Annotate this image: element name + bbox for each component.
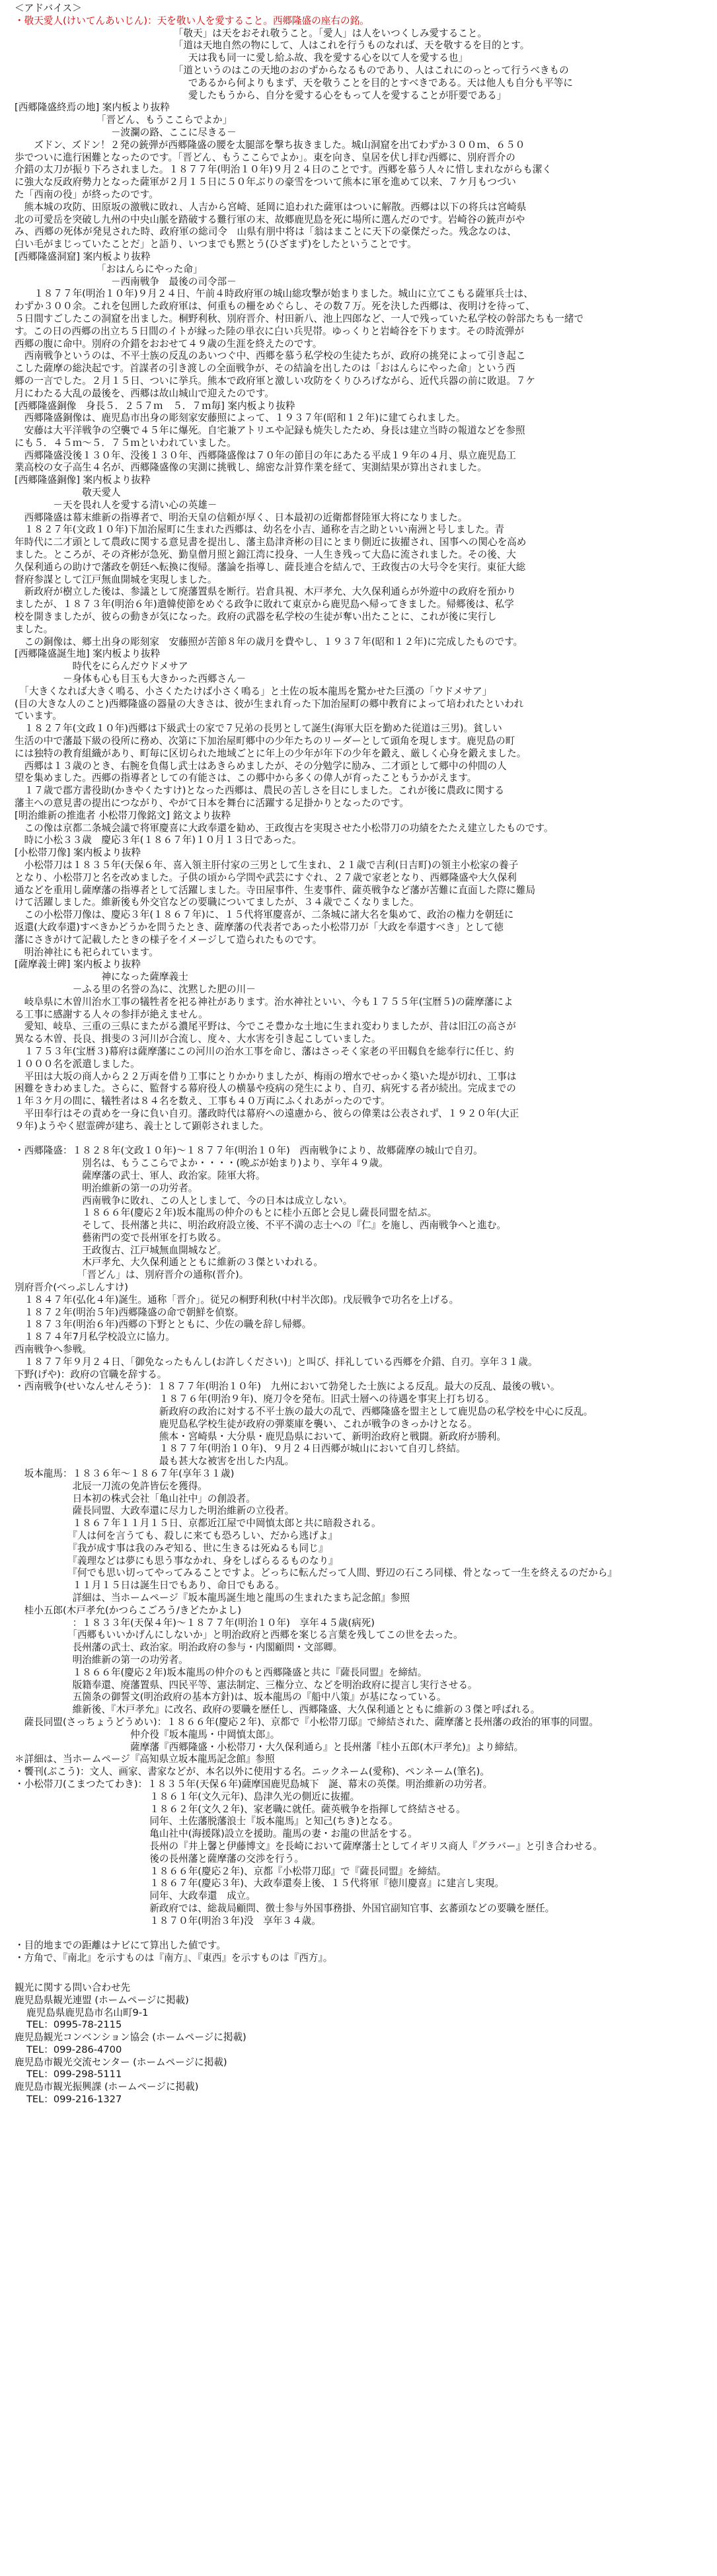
text-line: ズドン、ズドン！２発の銃弾が西郷隆盛の腰を太腿部を撃ち抜きました。城山洞窟を出てわずか３００ｍ、６５０ xyxy=(15,139,525,151)
text-line: 愛知、岐阜、三重の三県にまたがる濃尾平野は、今でこそ豊かな土地に生まれ変わりましたが、昔は旧江の高さが xyxy=(15,1021,516,1033)
text-line: １８２７年(文政１０年)下加治屋町に生まれた西郷は、幼名を小吉、通称を吉之助といい南洲と号しました。青 xyxy=(15,524,505,536)
text-line: 歩でついに進行困難となったのです。「晋どん、もうここらでよか」。東を向き、皇居を伏し拝む西郷に、別府晋介の xyxy=(15,151,515,163)
text-line: 月にわたる大乱の最後を、西郷は故山城山で迎えたのです。 xyxy=(15,387,274,399)
text-line: 通などを重用し薩摩藩の指導者として活躍しました。寺田屋事件、生麦事件、薩英戦争など藩が苦難に直面した際に難局 xyxy=(15,884,536,896)
text-line: １８２７年(文政１０年)西郷は下級武士の家で７兄弟の長男として誕生(海軍大臣を勤めた従道は三男)。貧しい xyxy=(15,723,502,735)
text-line: 最も甚大な被害を出した内乱。 xyxy=(15,1455,295,1467)
text-line: 桂小五郎(木戸孝允(かつらこごろう/きどたかよし) xyxy=(15,1604,242,1616)
text-line: ：１８３３年(天保４年)～１８７７年(明治１０年) 享年４５歳(病死) xyxy=(15,1617,375,1629)
text-line: [明治維新の推進者 小松帯刀像銘文] 銘文より抜粋 xyxy=(15,809,231,821)
text-line: [西郷隆盛洞窟] 案内板より抜粋 xyxy=(15,250,151,262)
text-line: 西郷隆盛没後１３０年、没後１３０年、西郷隆盛像は７０年の節目の年にあたる平成１９年の４月、県立鹿児島工 xyxy=(15,449,516,461)
text-line: る工事に感謝する人々の参拝が絶えません。 xyxy=(15,1008,208,1020)
advice-title: ＜アドバイス＞ xyxy=(15,3,82,14)
text-line: ＊詳細は、当ホームページ『高知県立坂本龍馬記念館』参照 xyxy=(15,1753,275,1765)
text-line: 「道というのはこの天地のおのずからなるものであり、人はこれにのっとって行うべきもの xyxy=(15,64,569,76)
text-line: １８７６年(明治９年)、廃刀令を発布。旧武士層への待遇を事実上打ち切る。 xyxy=(15,1393,495,1405)
text-line: 鹿児島私学校生徒が政府の弾薬庫を襲い、これが戦争のきっかけとなる。 xyxy=(15,1418,478,1430)
text-line: 『何でも思い切ってやってみることですよ。どっちに転んだって人間、野辺の石ころ同様、骨となって一生を終えるのだから』 xyxy=(15,1567,617,1579)
text-line: １８６６年(慶応２年)、京都『小松帯刀邸』で『薩長同盟』を締結。 xyxy=(15,1865,447,1877)
text-line: に強大な反政府勢力となった薩軍が２月１５日に５０年ぶりの豪雪をついて熊本に軍を進めて以来、７ケ月もつづい xyxy=(15,176,516,188)
text-line: す。この日の西郷の出立ち５日間のイトが縁った陸の単衣に白い兵児帯。ゆっくりと岩崎谷を下ります。その時流弾が xyxy=(15,325,524,337)
text-line: ました。 xyxy=(15,623,54,635)
contact-title: 観光に関する問い合わせ先 xyxy=(15,1981,131,1993)
text-line: 「西郷もいいかげんにしないか」と明治政府と西郷を案じる言葉を残してこの世を去った。 xyxy=(15,1629,463,1641)
text-line xyxy=(15,1133,702,1146)
text-line: 時代をにらんだウドメサア xyxy=(15,661,188,673)
text-line: 北の可愛岳を突破し九州の中央山脈を踏破する難行軍の末、故郷鹿児島を死に場所に選んだのです。岩崎谷の銃声がや xyxy=(15,213,525,225)
text-line: １８７７年(明治１０年)９月２４日、午前４時政府軍の城山総攻撃が始まりました。城山に立てこもる薩軍兵士は、 xyxy=(15,288,533,300)
text-line: 『人は何を言うても、殺しに来ても恐ろしい、だから逃げよ』 xyxy=(15,1530,338,1542)
text-line: 薩長同盟(さっちょうどうめい)：１８６６年(慶応２年)、京都で『小松帯刀邸』で締結された、薩摩藩と長州藩の政治的軍事的同盟。 xyxy=(15,1716,599,1728)
text-line: 督府参謀として江戸無血開城を実現しました。 xyxy=(15,573,217,585)
text-line: 熊本城の攻防、田原坂の激戦に敗れ、人吉から宮崎、延岡に追われた薩軍はついに解散。西郷は以下の将兵は宮崎県 xyxy=(15,201,527,213)
text-line: ましたが、１８７３年(明治６年)遣韓使節をめぐる政争に敗れて東京から鹿児島へ帰ってきました。帰郷後は、私学 xyxy=(15,599,514,610)
text-line: 異なる木曽、長良、揖斐の３河川が合流し、度々、大水害を引き起こしていました。 xyxy=(15,1033,381,1045)
text-line: この銅像は、郷土出身の彫刻家 安藤照が苦節８年の歳月を費やし、１９３７年(昭和１２年)に完成したものです。 xyxy=(15,636,523,647)
text-line: 返還(大政奉還)すべきかどうかを問うたとき、薩摩藩の代表者であった小松帯刀が「大政を奉還すべき」として徳 xyxy=(15,921,504,933)
text-line: 同年、土佐藩脱藩浪士『坂本龍馬』と知己(ちき)となる。 xyxy=(15,1816,398,1827)
text-line: １８７０年(明治３年)没 享年３４歳。 xyxy=(15,1915,321,1927)
text-line: 藩主への意見書の提出につながり、やがて日本を舞台に活躍する足掛かりとなったのです。 xyxy=(15,797,409,809)
text-line: 木戸孝允、大久保利通とともに維新の３傑といわれる。 xyxy=(15,1257,324,1269)
text-line: ました。ところが、その斉彬が急死、勤皇僧月照と錦江湾に投身、一人生き残って大島に流されました。その後、大 xyxy=(15,549,516,561)
text-line: 後の長州藩と薩摩藩の交渉を行う。 xyxy=(15,1853,304,1864)
contact-address: 鹿児島県鹿児島市名山町9-1 xyxy=(26,2006,149,2018)
text-line: －天を畏れ人を愛する清い心の英雄－ xyxy=(15,499,217,511)
text-line: 『義理などは夢にも思う事なかれ、身をしばらるるものなり』 xyxy=(15,1555,338,1566)
text-line: 安藤は大平洋戦争の空襲で４５年に爆死。自宅兼アトリエや記録も焼失したため、身長は建立当時の報道などを参照 xyxy=(15,425,525,437)
contact-tel: TEL：0995-78-2115 xyxy=(26,2019,122,2031)
text-line: １８７７年(明治１０年)、９月２４日西郷が城山において自刃し終結。 xyxy=(15,1443,466,1455)
text-line: けて活躍しました。維新後も外交官などの要職についてましたが、３４歳でこくなりました。 xyxy=(15,897,420,908)
text-line: [西郷隆盛銅像 身長５．２５７ｍ ５．７ｍ毎] 案内板より抜粋 xyxy=(15,400,295,412)
text-line: (目の大きな人のこと)西郷隆盛の器量の大きさは、彼が生まれ育った下加治屋町の郷中教育によって培われたといわれ xyxy=(15,698,524,710)
text-line: [薩摩義士碑] 案内板より抜粋 xyxy=(15,959,141,971)
text-line: 別府晋介(べっぷしんすけ) xyxy=(15,1282,128,1294)
text-line: 亀山社中(海援隊)設立を援助。龍馬の妻・お龍の世話をする。 xyxy=(15,1828,418,1840)
text-line: 西南戦争というのは、不平士族の反乱のあいつぐ中、西郷を慕う私学校の生徒たちが、政府の挑発によって引き起こ xyxy=(15,350,526,362)
text-line: １年３ケ月の間に、犠牲者は８４名を数え、工事も４０万両にふくれあがったのです。 xyxy=(15,1095,391,1107)
text-line: [西郷隆盛銅像] 案内板より抜粋 xyxy=(15,474,151,486)
text-line: わずか３００余。これを包囲した政府軍は、何重もの柵をめぐらし、その数７万。死を決した西郷は、夜明けを待って、 xyxy=(15,301,535,313)
text-line: 「晋どん」は、別府晋介の通称(晋介)。 xyxy=(15,1269,249,1281)
text-line xyxy=(15,1928,702,1940)
text-line: １８４７年(弘化４年)誕生。通称「晋介」。従兄の桐野利秋(中村半次郎)。戊辰戦争で功名を上げる。 xyxy=(15,1294,459,1306)
text-line: １７５３年(宝暦３)幕府は薩摩藩にこの河川の治水工事を命じ、藩はさっそく家老の平田靱負を総奉行に任じ、約 xyxy=(15,1045,514,1057)
text-line: 西郷は１３歳のとき、右腕を負傷し武士はあきらめましたが、その分勉学に励み、二才頭として郷中の仲間の人 xyxy=(15,760,507,772)
text-line: １８７４年7月私学校設立に協力。 xyxy=(15,1331,175,1343)
text-line: 『我が成す事は我のみぞ知る、世に生きるは死ぬるも同じ』 xyxy=(15,1542,328,1554)
text-line: 別名は、もうここらでよか・・・・(晩ぶが始まり)より、享年４９歳。 xyxy=(15,1158,389,1169)
contact-name[interactable]: 鹿児島観光コンベンション協会 (ホームページに掲載) xyxy=(15,2032,246,2043)
text-line: 長州藩の武士、政治家。明治政府の参与・内閣顧問・文部卿。 xyxy=(15,1642,343,1654)
text-line: 「大きくなれば大きく鳴る、小さくたたけば小さく鳴る」と土佐の坂本龍馬を驚かせた巨漢の「ウドメサア」 xyxy=(15,685,492,697)
text-line: 藩にさきがけて記載したときの様子をイメージして造られたものです。 xyxy=(15,934,322,945)
text-line: １８７３年(明治６年)西郷の下野とともに、少佐の職を辞し帰郷。 xyxy=(15,1319,312,1331)
contact-tel: TEL：099-216-1327 xyxy=(26,2094,122,2106)
text-line: １８６７年(慶応３年)、大政奉還奏上後、１５代将軍『徳川慶喜』に建言し実現。 xyxy=(15,1878,505,1890)
contact-tel: TEL：099-286-4700 xyxy=(26,2043,122,2055)
text-line: ています。 xyxy=(15,710,62,722)
text-line: －西南戦争 最後の司令部－ xyxy=(15,276,237,287)
text-line: 新政府が樹立した後は、参議として廃藩置県を断行。岩倉具視、木戸孝允、大久保利通らが外遊中の政府を預かり xyxy=(15,586,516,598)
text-line: 仲介役『坂本龍馬・中岡慎太郎』。 xyxy=(15,1728,280,1740)
text-line: この小松帯刀像は、慶応３年(１８６７年)に、１５代将軍慶喜が、二条城に諸大名を集めて、政治の権力を朝廷に xyxy=(15,909,514,921)
text-line: 詳細は、当ホームページ『坂本龍馬誕生地と龍馬の生まれたまち記念館』参照 xyxy=(15,1592,410,1603)
text-line: 平田は大坂の商人から２２万両を借り工事にとりかかりましたが、梅雨の増水でせっかく築いた堤が切れ、工事は xyxy=(15,1070,517,1082)
text-line: －身体も心も目玉も大きかった西郷さん－ xyxy=(15,673,246,685)
text-line: 維新後、『木戸孝允』に改名、政府の要職を歴任し、西郷隆盛、大久保利通とともに維新の３傑と呼ばれる。 xyxy=(15,1704,541,1716)
text-line: ・西南戦争(せいなんせんそう)：１８７７年(明治１０年) 九州において勃発した士族による反乱。最大の反乱、最後の戦い。 xyxy=(15,1381,560,1393)
text-line: １７歳で郡方書役助(かきやくたすけ)となった西郷は、農民の苦しさを目にしました。これが後に農政に関する xyxy=(15,785,505,797)
text-line: となり、小松帯刀と名を改めました。子供の頃から学問や武芸にすぐれ、２７歳で家老となり、西郷隆盛や大久保利 xyxy=(15,871,517,883)
text-line: には独特の教育組織があり、町毎に区切られた地域ごとに年上の少年が年下の少年を鍛え、厳しく心身を鍛えました。 xyxy=(15,747,527,759)
text-line: この像は京都二条城会議で将軍慶喜に大政奉還を勧め、王政復古を実現させた小松帯刀の功績をたたえ建立したものです。 xyxy=(15,822,554,834)
contact-list xyxy=(15,1995,702,2106)
text-line: 熊本・宮崎県・大分県・鹿児島県において、新明治政府と戦闘。新政府が勝利。 xyxy=(15,1430,506,1442)
text-line: １０００名を派遣しました。 xyxy=(15,1058,140,1070)
text-line: １８６２年(文久２年)、家老職に就任。薩英戦争を指揮して終結させる。 xyxy=(15,1803,466,1815)
text-line: 同年、大政奉還 成立。 xyxy=(15,1890,256,1902)
text-line: ・方角で、『南北』を示すものは『南方』、『東西』を示すものは『西方』。 xyxy=(15,1952,333,1964)
text-line: 西南戦争へ参戦。 xyxy=(15,1344,92,1356)
text-line: 新政府の政治に対する不平士族の最大の乱で、西郷隆盛を盟主として鹿児島の私学校を中心に反乱。 xyxy=(15,1406,593,1418)
text-line: こした薩摩の総決起です。首謀者の引き渡しの全面戦争が、その結論を出したのは「おはんらにやった命」という西 xyxy=(15,363,515,375)
text-line: １８６１年(文久元年)、島津久光の側近に抜擢。 xyxy=(15,1790,360,1802)
text-line: ・西郷隆盛：１８２８年(文政１０年)～１８７７年(明治１０年) 西南戦争により、故郷薩摩の城山で自刃。 xyxy=(15,1145,483,1157)
text-line: 西郷隆盛銅像は、鹿児島市出身の彫刻家安藤照によって、１９３７年(昭和１２年)に建てられました。 xyxy=(15,412,466,424)
text-line: 岐阜県に木曽川治水工事の犠牲者を祀る神社があります。治水神社といい、今も１７５５年(宝暦５)の薩摩藩によ xyxy=(15,996,513,1008)
text-line: [小松帯刀像] 案内板より抜粋 xyxy=(15,847,141,859)
text-line: [西郷隆盛誕生地] 案内板より抜粋 xyxy=(15,648,161,660)
text-line: 時に小松３３歳 慶応３年(１８６７年)１０月１３日であった。 xyxy=(15,834,302,846)
text-line: 明治維新の第一の功労者。 xyxy=(15,1182,198,1194)
text-line: み、西郷の死体が発見された時、政府軍の総司令 山県有朋中将は「翁はまことに天下の豪傑だった。残念なのは、 xyxy=(15,226,517,238)
text-line: 郷の一言でした。２月１５日、ついに挙兵。熊本で政府軍と激しい攻防をくりひろげながら、近代兵器の前に敗退。７ケ xyxy=(15,375,536,386)
text-line: 西南戦争に敗れ、この人としまして、今の日本は成立しない。 xyxy=(15,1195,353,1206)
text-line: 「敬天」は天をおそれ敬うこと。「愛人」は人をいつくしみ愛すること。 xyxy=(15,27,488,39)
text-line: ・目的地までの距離はナビにて算出した値です。 xyxy=(15,1940,226,1952)
text-line: 久保利通らの助けで藩政を朝廷へ転換に復帰。藩論を指導し、薩長連合を結んで、王政復古の大号令を実行。東征大総 xyxy=(15,561,526,573)
text-line: １８７２年(明治５年)西郷隆盛の命で朝鮮を偵察。 xyxy=(15,1306,245,1318)
text-line: 明治神社にも祀られています。 xyxy=(15,946,159,958)
contact-name[interactable]: 鹿児島県観光連盟 (ホームページに掲載) xyxy=(15,1994,189,2006)
text-line: 生活の中で藩最下級の役所に務め、次第に下加治屋町郷中の少年たちのリーダーとして頭角を現します。鹿児島の町 xyxy=(15,735,515,747)
text-line: 介錯の太刀が振り下ろされました。１８７７年(明治１０年)９月２４日のことです。西郷を慕う人々に惜しまれながらも潔く xyxy=(15,164,552,176)
text-line: 望を集めました。西郷の指導者としての有能さは、この郷中から多くの偉人が育ったこともうかがえます。 xyxy=(15,772,477,784)
text-line: ・小松帯刀(こまつたてわき)：１８３５年(天保６年)薩摩国鹿児島城下 誕、幕末の英傑。明治維新の功労者。 xyxy=(15,1778,493,1790)
text-line: 下野(げや)：政府の官職を辞する。 xyxy=(15,1368,167,1380)
contact-name[interactable]: 鹿児島市観光振興課 (ホームページに掲載) xyxy=(15,2081,199,2093)
text-line: 日本初の株式会社「亀山社中」の創設者。 xyxy=(15,1492,256,1504)
contact-name[interactable]: 鹿児島市観光交流センター (ホームページに掲載) xyxy=(15,2056,227,2068)
text-line: 敬天愛人 xyxy=(15,487,121,499)
text-line: １８６７年１１月１５日、京都近江屋で中岡慎太郎と共に暗殺される。 xyxy=(15,1518,381,1529)
text-line: [西郷隆盛終焉の地] 案内板より抜粋 xyxy=(15,102,170,114)
contact-tel: TEL：099-298-5111 xyxy=(26,2069,122,2080)
text-line: 王政復古、江戸城無血開城など。 xyxy=(15,1244,227,1256)
text-line: 五箇条の御誓文(明治政府の基本方針)は、坂本龍馬の『船中八策』が基になっている。 xyxy=(15,1691,447,1703)
text-line: 愛したもうから、自分を愛する心をもって人を愛することが肝要である」 xyxy=(15,89,507,101)
text-line: －ふる里の名誉の為に、沈黙した肥の川－ xyxy=(15,983,256,995)
text-line: であるから何よりもまず、天を敬うことを目的とすべきである。天は他人も自分も平等に xyxy=(15,77,573,89)
text-line: １１月１５日は誕生日でもあり、命日でもある。 xyxy=(15,1580,285,1592)
text-line: ５日間すごしたこの洞窟を出ました。桐野利秋、別府晋介、村田新八、池上四郎など、一人で残っていた私学校の幹部たちも一緒で xyxy=(15,313,584,324)
text-line: にも５．４５ｍ～５．７５ｍといわれていました。 xyxy=(15,437,237,449)
text-line: １８７７年９月２４日、「御免なったもんし(お許しください)」と叫び、拝礼している西郷を介錯、自刃。享年３１歳。 xyxy=(15,1356,538,1368)
text-line: 新政府では、総裁局顧問、徴士参与外国事務掛、外国官副知官事、玄蕃頭などの要職を歴任。 xyxy=(15,1902,555,1914)
text-line: 平田奉行はその責めを一身に負い自刃。藩政時代は幕府への遠慮から、彼らの偉業は公表されず、１９２０年(大正 xyxy=(15,1107,519,1119)
text-line: 校を開きましたが、彼らの動きが気になった。政府の武器を私学校の生徒が奪い出たことに、これが後に実行し xyxy=(15,611,497,623)
text-line: 版籍奉還、廃藩置県、四民平等、憲法制定、三権分立、などを明治政府に提言し実行させる。 xyxy=(15,1679,478,1691)
text-line: 坂本龍馬：１８３６年～１８６７年(享年３１歳) xyxy=(15,1468,235,1480)
text-line: 業高校の女子高生４名が、西郷隆盛像の実測に挑戦し、綿密な計算作業を経て、実測結果が算出されました。 xyxy=(15,462,487,474)
text-line: ９年)ようやく慰霊碑が建ち、義士として顕彰されました。 xyxy=(15,1120,270,1132)
text-line: １８６６年(慶応２年)坂本龍馬の仲介のもとに桂小五郎と会見し薩長同盟を結ぶ。 xyxy=(15,1207,437,1219)
text-line: 神になった薩摩義士 xyxy=(15,971,188,983)
text-line: 白い毛がまじっていたことだ」と語り、いつまでも黙とう(ひざまず)をしたということです。 xyxy=(15,239,417,250)
text-line: １８６６年(慶応２年)坂本龍馬の仲介のもと西郷隆盛と共に『薩長同盟』を締結。 xyxy=(15,1666,428,1678)
text-line: 「道は天地自然の物にして、人はこれを行うものなれば、天を敬するを目的とす。 xyxy=(15,40,530,52)
text-line: 西郷の腹に命中。別府の介錯をおおせて４９歳の生涯を終えたのです。 xyxy=(15,338,322,350)
text-line: 年時代に二才頭として農政に関する意見書を提出し、藩主島津斉彬の目にとまり側近に抜擢され、国事への関心を高め xyxy=(15,536,527,548)
text-line: 北辰一刀流の免許皆伝を獲得。 xyxy=(15,1480,208,1492)
text-line: 天は我も同一に愛し給ふ故、我を愛する心を以て人を愛する也」 xyxy=(15,52,468,64)
text-line: そして、長州藩と共に、明治政府設立後、不平不満の志士への『仁』を施し、西南戦争へと進む。 xyxy=(15,1220,506,1232)
text-line: －波瀾の路、ここに尽きる－ xyxy=(15,126,237,138)
text-line: ・饗刊(ぶこう)：文人、画家、書家などが、本名以外に使用する名。ニックネーム(愛称)、ペンネーム(筆名)。 xyxy=(15,1766,490,1778)
text-line: 薩摩藩『西郷隆盛・小松帯刀・大久保利通ら』と長州藩『桂小五郎(木戸孝允)』より締結。 xyxy=(15,1741,524,1753)
text-line: 西郷隆盛は幕末維新の指導者で、明治天皇の信頼が厚く、日本最初の近衛都督陸軍大将になりました。 xyxy=(15,511,468,523)
text-line: ・敬天愛人(けいてんあいじん)：天を敬い人を愛すること。西郷隆盛の座右の銘。 xyxy=(15,15,369,26)
text-line: 小松帯刀は１８３５年(天保６年、喜入領主肝付家の三男として生まれ、２１歳で吉利(日吉町)の領主小松家の養子 xyxy=(15,859,519,871)
text-line: 長州の『井上馨と伊藤博文』を長崎において薩摩藩士としてイギリス商人『グラバー』と引き合わせる。 xyxy=(15,1840,603,1852)
text-line: 困難をきわめました。さらに、監督する幕府役人の横暴や疫病の発生により、自刃、病死する者が続出。完成までの xyxy=(15,1083,516,1095)
text-line: 明治維新の第一の功労者。 xyxy=(15,1654,188,1666)
text-line: 薩長同盟、大政奉還に尽力した明治維新の立役者。 xyxy=(15,1505,295,1517)
text-line: 「晋どん、もうここらでよか」 xyxy=(15,114,233,126)
text-line: 「おはんらにやった命」 xyxy=(15,263,203,275)
text-line: 薩摩藩の武士、軍人、政治家。陸軍大将。 xyxy=(15,1169,266,1181)
text-line: た「西南の役」が終ったのです。 xyxy=(15,188,159,200)
text-line: 藝術門の変で長州軍を打ち敗る。 xyxy=(15,1232,227,1243)
advice-body xyxy=(15,15,702,1965)
